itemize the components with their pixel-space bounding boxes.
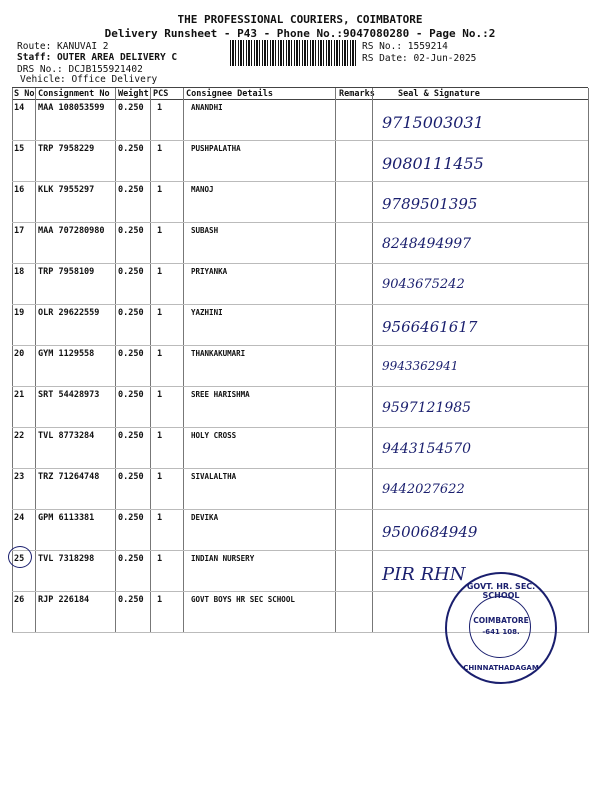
row-weight: 0.250 (118, 513, 144, 523)
row-weight: 0.250 (118, 554, 144, 564)
row-divider (12, 304, 588, 305)
row-consignee: PUSHPALATHA (191, 144, 241, 153)
row-divider (12, 263, 588, 264)
column-header: Consignment No (38, 89, 110, 99)
row-consignee: DEVIKA (191, 513, 219, 522)
seal-top-text: GOVT. HR. SEC. SCHOOL (466, 582, 536, 600)
row-signature: 9500684949 (382, 523, 478, 541)
row-consignment-no: TVL 7318298 (38, 554, 95, 564)
row-consignee: SIVALALTHA (191, 472, 237, 481)
row-sno: 18 (14, 267, 25, 277)
row-pcs: 1 (157, 185, 163, 195)
row-weight: 0.250 (118, 595, 144, 605)
row-weight: 0.250 (118, 472, 144, 482)
row-divider (12, 468, 588, 469)
row-pcs: 1 (157, 267, 163, 277)
column-header: Consignee Details (186, 89, 273, 99)
row-consignee: YAZHINI (191, 308, 223, 317)
seal-pin-text: -641 108. (482, 628, 520, 636)
row-consignment-no: RJP 226184 (38, 595, 90, 605)
row-signature: 9080111455 (382, 154, 484, 173)
row-divider (12, 550, 588, 551)
row-consignee: PRIYANKA (191, 267, 228, 276)
row-signature: PIR RHN (382, 564, 466, 585)
row-signature: 8248494997 (382, 236, 472, 252)
row-sno: 20 (14, 349, 25, 359)
seal-center-text: COIMBATORE (473, 616, 529, 625)
row-consignment-no: TRP 7958229 (38, 144, 95, 154)
row-pcs: 1 (157, 226, 163, 236)
header-bottom-border (12, 99, 588, 100)
row-sno: 21 (14, 390, 25, 400)
row-consignee: SUBASH (191, 226, 219, 235)
row-signature: 9566461617 (382, 318, 478, 336)
row-consignment-no: SRT 54428973 (38, 390, 100, 400)
row-signature: 9715003031 (382, 113, 484, 132)
col-divider (115, 88, 116, 633)
row-sno: 23 (14, 472, 25, 482)
row-sno: 16 (14, 185, 25, 195)
row-pcs: 1 (157, 144, 163, 154)
row-pcs: 1 (157, 554, 163, 564)
row-pcs: 1 (157, 472, 163, 482)
row-consignee: THANKAKUMARI (191, 349, 246, 358)
staff-label: Staff: OUTER AREA DELIVERY C (17, 52, 178, 63)
col-divider (588, 88, 589, 633)
column-header: Remarks (339, 89, 375, 99)
row-weight: 0.250 (118, 267, 144, 277)
row-sno: 25 (14, 554, 25, 564)
row-pcs: 1 (157, 308, 163, 318)
row-consignee: SREE HARISHMA (191, 390, 250, 399)
rs-no-label: RS No.: 1559214 (362, 41, 448, 52)
runsheet-subtitle: Delivery Runsheet - P43 - Phone No.:9047080280 - Page No.:2 (104, 27, 496, 40)
row-sno: 22 (14, 431, 25, 441)
row-sno: 15 (14, 144, 25, 154)
col-divider (335, 88, 336, 633)
row-divider (12, 181, 588, 182)
row-divider (12, 222, 588, 223)
row-weight: 0.250 (118, 349, 144, 359)
row-signature: 9442027622 (382, 482, 465, 497)
row-consignee: INDIAN NURSERY (191, 554, 255, 563)
row-consignment-no: GYM 1129558 (38, 349, 95, 359)
row-consignment-no: GPM 6113381 (38, 513, 95, 523)
col-divider (150, 88, 151, 633)
route-label: Route: KANUVAI 2 (17, 41, 109, 52)
row-weight: 0.250 (118, 103, 144, 113)
company-title: THE PROFESSIONAL COURIERS, COIMBATORE (177, 13, 423, 26)
row-consignee: HOLY CROSS (191, 431, 237, 440)
row-divider (12, 140, 588, 141)
row-pcs: 1 (157, 390, 163, 400)
table-top-border (12, 87, 588, 88)
column-header: PCS (153, 89, 169, 99)
row-signature: 9443154570 (382, 441, 472, 457)
row-sno: 24 (14, 513, 25, 523)
column-header: S No (14, 89, 35, 99)
row-consignment-no: MAA 108053599 (38, 103, 105, 113)
col-divider (183, 88, 184, 633)
row-weight: 0.250 (118, 431, 144, 441)
row-sno: 26 (14, 595, 25, 605)
row-consignment-no: TVL 8773284 (38, 431, 95, 441)
row-signature: 9943362941 (382, 359, 459, 373)
hand-circle-mark (8, 546, 32, 568)
column-header: Seal & Signature (398, 89, 480, 99)
row-divider (12, 509, 588, 510)
col-divider (372, 88, 373, 633)
row-divider (12, 345, 588, 346)
row-pcs: 1 (157, 431, 163, 441)
row-sno: 19 (14, 308, 25, 318)
row-pcs: 1 (157, 349, 163, 359)
row-consignment-no: OLR 29622559 (38, 308, 100, 318)
row-sno: 14 (14, 103, 25, 113)
rs-date-label: RS Date: 02-Jun-2025 (362, 53, 477, 64)
row-signature: 9789501395 (382, 195, 478, 213)
row-consignment-no: TRZ 71264748 (38, 472, 100, 482)
row-weight: 0.250 (118, 144, 144, 154)
row-consignee: MANOJ (191, 185, 214, 194)
row-weight: 0.250 (118, 226, 144, 236)
column-header: Weight (118, 89, 149, 99)
row-pcs: 1 (157, 513, 163, 523)
row-signature: 9597121985 (382, 400, 472, 416)
row-consignee: ANANDHI (191, 103, 223, 112)
row-consignment-no: KLK 7955297 (38, 185, 95, 195)
row-weight: 0.250 (118, 185, 144, 195)
col-divider (35, 88, 36, 633)
row-sno: 17 (14, 226, 25, 236)
row-pcs: 1 (157, 103, 163, 113)
row-pcs: 1 (157, 595, 163, 605)
row-consignment-no: TRP 7958109 (38, 267, 95, 277)
row-divider (12, 427, 588, 428)
vehicle-label: Vehicle: Office Delivery (20, 74, 158, 85)
school-seal (445, 572, 557, 684)
seal-bottom-text: CHINNATHADAGAM (463, 664, 539, 672)
drs-label: DRS No.: DCJB155921402 (17, 64, 143, 75)
row-signature: 9043675242 (382, 277, 465, 292)
barcode (230, 40, 356, 66)
row-weight: 0.250 (118, 308, 144, 318)
row-divider (12, 386, 588, 387)
row-weight: 0.250 (118, 390, 144, 400)
row-consignee: GOVT BOYS HR SEC SCHOOL (191, 595, 295, 604)
row-consignment-no: MAA 707280980 (38, 226, 105, 236)
